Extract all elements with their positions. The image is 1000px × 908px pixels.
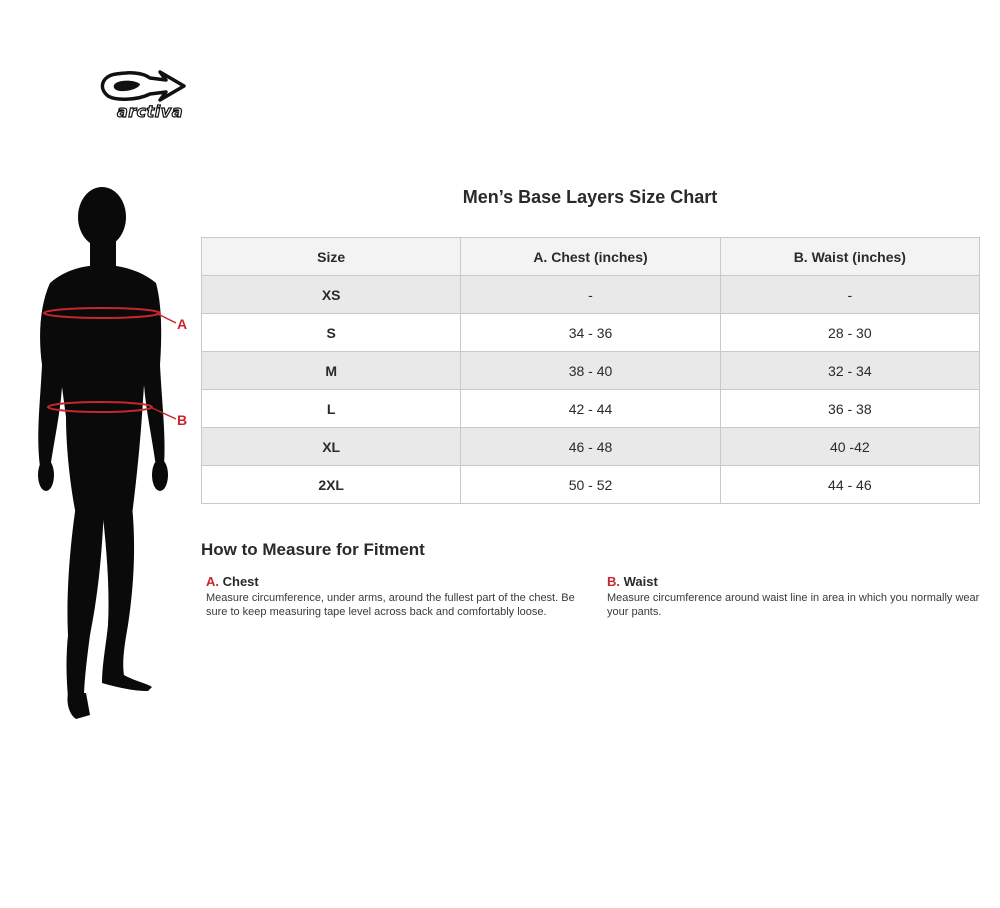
chest-title-text: Chest xyxy=(222,574,259,589)
waist-cell: 36 - 38 xyxy=(720,390,979,428)
size-cell: XS xyxy=(202,276,461,314)
waist-cell: 40 -42 xyxy=(720,428,979,466)
column-header-size: Size xyxy=(202,238,461,276)
brand-logo-text: arctiva xyxy=(116,102,184,121)
size-cell: S xyxy=(202,314,461,352)
chest-cell: - xyxy=(461,276,720,314)
size-cell: XL xyxy=(202,428,461,466)
waist-cell: - xyxy=(720,276,979,314)
column-header-waist: B. Waist (inches) xyxy=(720,238,979,276)
chest-cell: 42 - 44 xyxy=(461,390,720,428)
waist-instructions xyxy=(607,574,982,619)
chart-title: Men’s Base Layers Size Chart xyxy=(462,187,718,207)
table-row xyxy=(202,276,980,314)
chest-cell: 50 - 52 xyxy=(461,466,720,504)
chest-cell: 38 - 40 xyxy=(461,352,720,390)
waist-description: Measure circumference around waist line in area in which you normally wear your pants. xyxy=(607,592,980,618)
table-row xyxy=(202,352,980,390)
table-header-row xyxy=(202,238,980,276)
chest-description: Measure circumference, under arms, around the fullest part of the chest. Be sure to keep measuring tape level across back and comfortably loose. xyxy=(206,592,575,618)
table-row xyxy=(202,428,980,466)
table-row xyxy=(202,466,980,504)
waist-letter: B. xyxy=(607,574,620,589)
waist-cell: 32 - 34 xyxy=(720,352,979,390)
chest-cell: 46 - 48 xyxy=(461,428,720,466)
size-cell: L xyxy=(202,390,461,428)
size-table xyxy=(201,237,980,504)
waist-marker-label: B xyxy=(177,412,188,428)
chest-cell: 34 - 36 xyxy=(461,314,720,352)
body-silhouette-icon xyxy=(10,185,200,725)
column-header-chest: A. Chest (inches) xyxy=(461,238,720,276)
waist-cell: 28 - 30 xyxy=(720,314,979,352)
waist-title xyxy=(607,574,982,589)
measure-heading: How to Measure for Fitment xyxy=(201,540,425,559)
chest-instructions xyxy=(206,574,581,619)
chest-title xyxy=(206,574,581,589)
table-row xyxy=(202,390,980,428)
table-row xyxy=(202,314,980,352)
waist-title-text: Waist xyxy=(623,574,658,589)
waist-cell: 44 - 46 xyxy=(720,466,979,504)
chest-marker-label: A xyxy=(177,316,188,332)
size-cell: M xyxy=(202,352,461,390)
chest-letter: A. xyxy=(206,574,219,589)
size-cell: 2XL xyxy=(202,466,461,504)
